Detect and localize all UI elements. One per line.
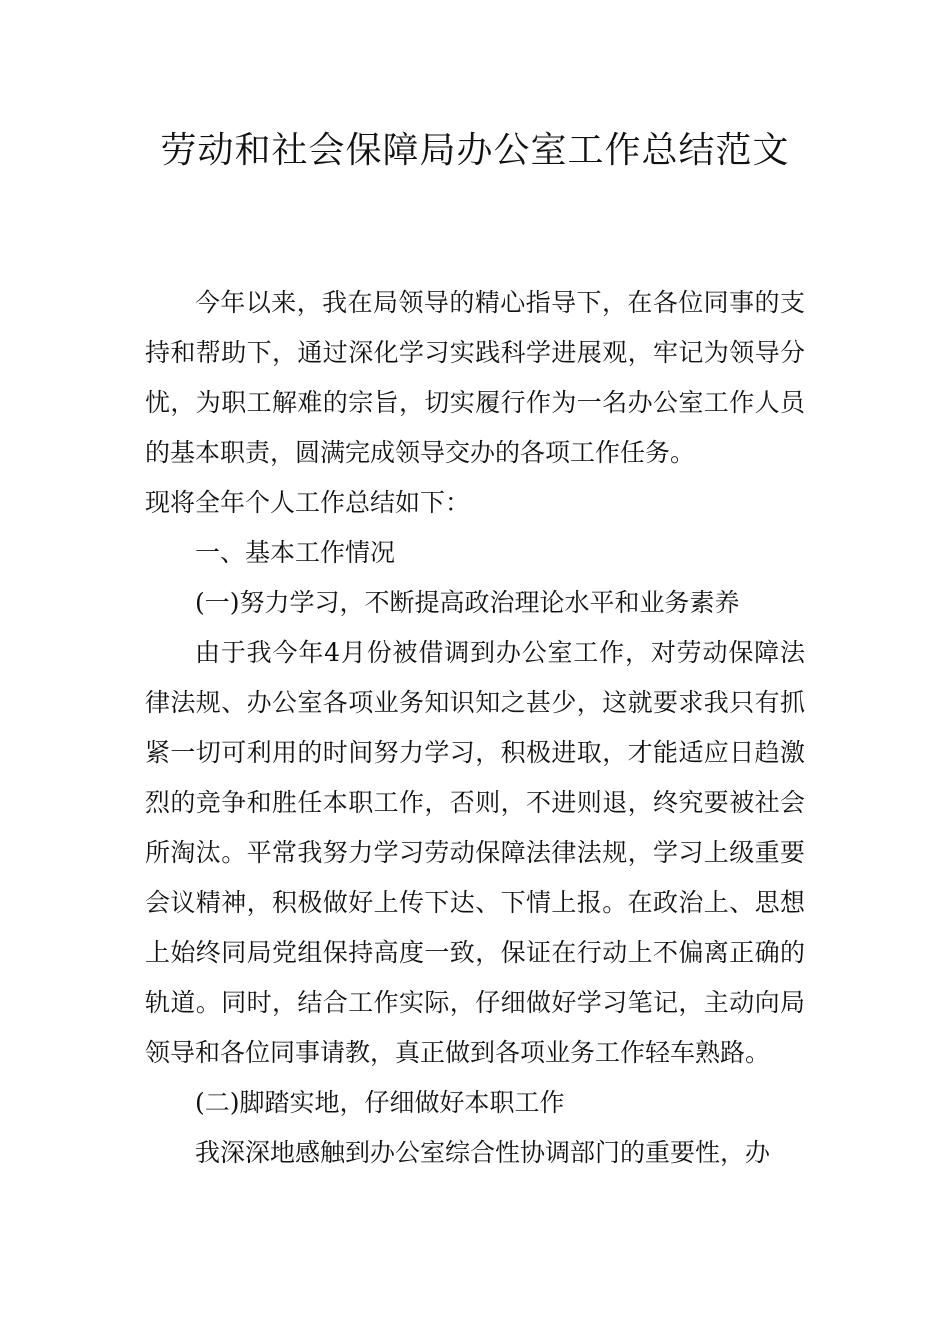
paragraph-duties: 我深深地感触到办公室综合性协调部门的重要性，办 bbox=[195, 1138, 771, 1167]
subsection-heading-duties: (二)脚踏实地，仔细做好本职工作 bbox=[195, 1088, 565, 1117]
paragraph-study: 由于我今年4月份被借调到办公室工作，对劳动保障法律法规、办公室各项业务知识知之甚少，这就要求我只有抓紧一切可利用的时间努力学习，积极进取，才能适应日趋激烈的竞争和胜任本职工作，否则，不进则退，终究要被社会所淘汰。平常我努力学习劳动保障法律法规，学习上级重要会议精神，积极做好上传下达、下情上报。在政治上、思想上始终同局党组保持高度一致，保证在行动上不偏离正确的轨道。同时，结合工作实际，仔细做好学习笔记，主动向局领导和各位同事请教，真正做到各项业务工作轻车熟路。 bbox=[145, 638, 805, 1067]
document-title: 劳动和社会保障局办公室工作总结范文 bbox=[160, 130, 790, 171]
subsection-heading-study: (一)努力学习，不断提高政治理论水平和业务素养 bbox=[195, 588, 740, 617]
paragraph-summary-lead: 现将全年个人工作总结如下： bbox=[145, 488, 471, 517]
document-body bbox=[145, 278, 805, 1178]
section-heading-basic-work: 一、基本工作情况 bbox=[195, 538, 396, 567]
paragraph-intro: 今年以来，我在局领导的精心指导下，在各位同事的支持和帮助下，通过深化学习实践科学进展观，牢记为领导分忧，为职工解难的宗旨，切实履行作为一名办公室工作人员的基本职责，圆满完成领导交办的各项工作任务。 bbox=[145, 288, 805, 467]
